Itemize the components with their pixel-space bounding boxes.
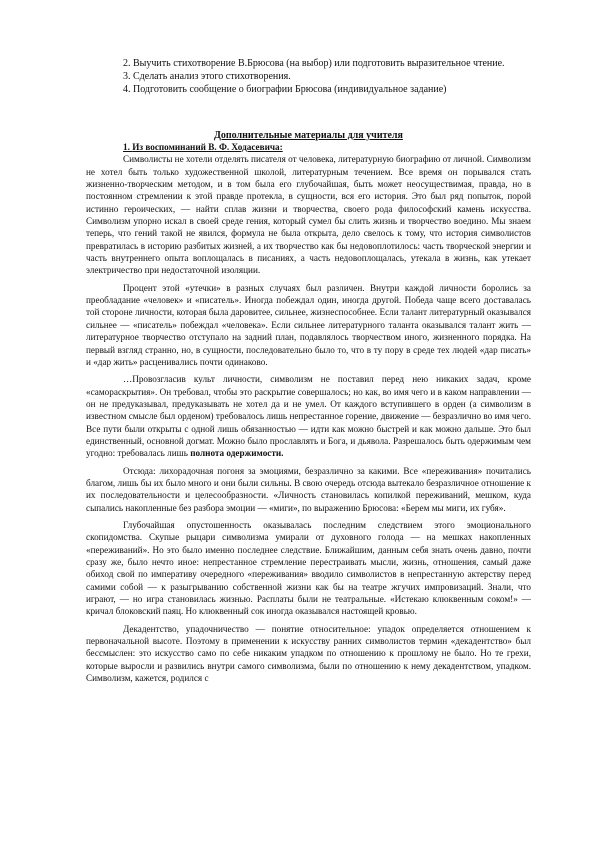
paragraph-4: Отсюда: лихорадочная погоня за эмоциями, безразлично за какими. Все «переживания» почитались благом, лишь бы их было много и они были сильны. В свою очередь отсюда вытекало безразличное отношение к их последовательности и целесообразности. «Личность становилась копилкой переживаний, мешком, куда сыпались накопленные без разбора эмоции — «миги», по выражению Брюсова: «Берем мы миги, их губя». <box>86 465 531 513</box>
article-body <box>86 141 531 684</box>
paragraph-5: Глубочайшая опустошенность оказывалась последним следствием этого эмоционального скопидомства. Скупые рыцари символизма умирали от духовного голода — на мешках накопленных «переживаний». Но это было именно последнее следствие. Ближайшим, данным себя знать очень давно, почти сразу же, было нечто иное: непрестанное стремление перестраивать мысли, жизнь, отношения, самый даже обиход свой по императиву очередного «переживания» вводило символистов в непрестанную актерству перед самими собой — к разыгрыванию собственной жизни как бы на театре жгучих импровизаций. Знали, что играют, — но игра становилась жизнью. Расплаты были не театральные. «Истекаю клюквенным соком!» — кричал блоковский паяц. Но клюквенный сок иногда оказывался настоящей кровью. <box>86 519 531 617</box>
task-list <box>86 57 531 96</box>
subheading <box>86 141 531 153</box>
paragraph-3-text: …Провозгласив культ личности, символизм не поставил перед нею никаких задач, кроме «самораскрытия». Он требовал, чтобы это раскрытие совершалось; но как, во имя чего и в каком направлении — он не предуказывал, предуказывать не хотел да и не умел. От каждого вступившего в орден (а символизм в известном смысле был орденом) требовалось лишь непрестанное горение, движение — безразлично во имя чего. Все пути были открыты с одной лишь обязанностью — идти как можно быстрей и как можно дальше. Это был единственный, основной догмат. Можно было прославлять и Бога, и дьявола. Разрешалось быть одержимым чем угодно: требовалась лишь <box>86 374 531 459</box>
task-item-3: 3. Сделать анализ этого стихотворения. <box>123 71 291 82</box>
paragraph-1: Символисты не хотели отделять писателя от человека, литературную биографию от личной. Символизм не хотел быть только художественной школой, литературным течением. Все время он порывался стать жизненно-творческим методом, и в том была его глубочайшая, быть может неосуществимая, правда, но в постоянном стремлении к этой правде протекла, в сущности, вся его история. Это был ряд попыток, порой истинно героических, — найти сплав жизни и творчества, своего рода философский камень искусства. Символизм упорно искал в своей среде гения, который сумел бы слить жизнь и творчество воедино. Мы знаем теперь, что гений такой не явился, формула не была открыта, дело свелось к тому, что история символистов превратилась в историю разбитых жизней, а их творчество как бы недовоплотилось: часть творческой энергии и часть внутреннего опыта воплощалась в писаниях, а часть недовоплощалась, утекала в жизнь, как утекает электричество при недостаточной изоляции. <box>86 154 531 276</box>
task-item-4: 4. Подготовить сообщение о биографии Брюсова (индивидуальное задание) <box>123 84 447 95</box>
subheading-text: Из воспоминаний В. Ф. Ходасевича: <box>132 142 283 152</box>
task-item-2: 2. Выучить стихотворение В.Брюсова (на выбор) или подготовить выразительное чтение. <box>123 58 505 69</box>
paragraph-2: Процент этой «утечки» в разных случаях был различен. Внутри каждой личности боролись за преобладание «человек» и «писатель». Иногда побеждал один, иногда другой. Победа чаще всего доставалась той стороне личности, которая была даровитее, сильнее, жизнеспособнее. Если талант литературный оказывался сильнее — «писатель» побеждал «человека». Если сильнее литературного таланта оказывался талант жить — литературное творчество отступало на задний план, подавлялось творчеством иного, жизненного порядка. На первый взгляд странно, но, в сущности, последовательно было то, что в ту пору в среде тех людей «дар писать» и «дар жить» расценивались почти одинаково. <box>86 282 531 367</box>
paragraph-3 <box>86 373 531 459</box>
subheading-number: 1. <box>123 142 133 152</box>
paragraph-6: Декадентство, упадочничество — понятие относительное: упадок определяется отношением к первоначальной высоте. Поэтому в применении к искусству ранних символистов термин «декадентство» был бессмыслен: это искусство само по себе никаким упадком по отношению к прошлому не было. Но те грехи, которые выросли и развились внутри самого символизма, были по отношению к нему декадентством, упадком. Символизм, кажется, родился с <box>86 623 531 684</box>
section-heading: Дополнительные материалы для учителя <box>214 130 403 141</box>
paragraph-3-emphasis: полнота одержимости. <box>190 448 284 459</box>
